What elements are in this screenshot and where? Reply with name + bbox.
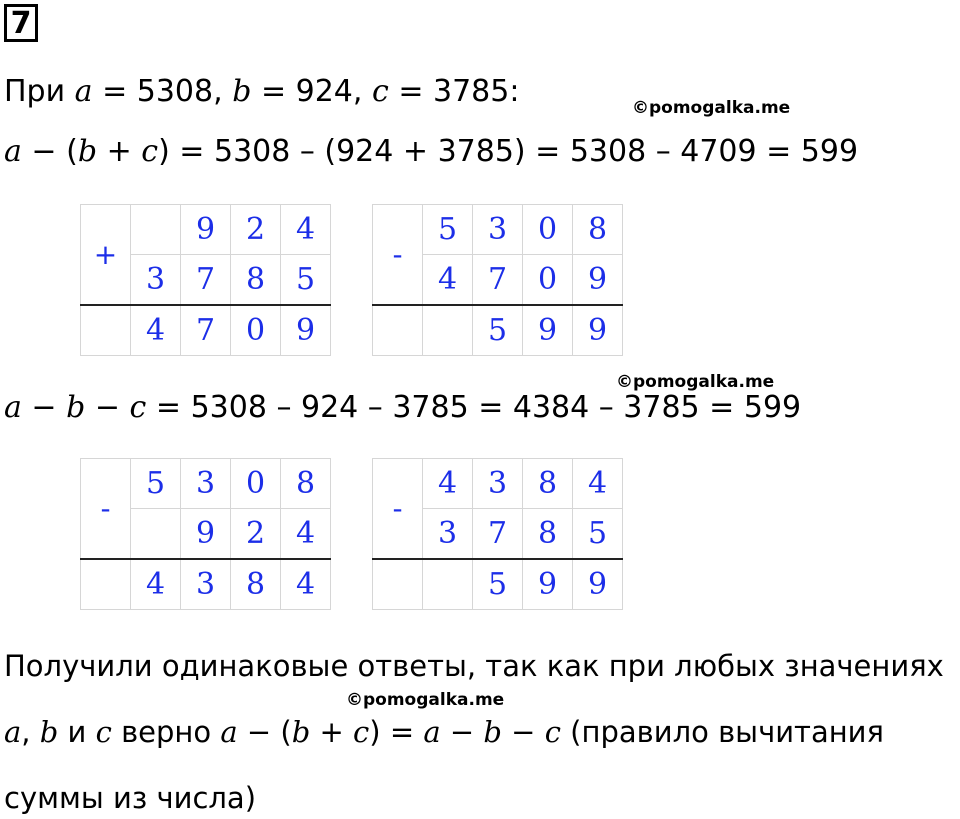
digit-cell: 2 <box>231 509 281 560</box>
var-b: b <box>483 715 502 749</box>
text: (правило вычитания <box>560 715 884 749</box>
table-row <box>373 205 623 255</box>
var-b: b <box>66 390 86 425</box>
var-b: b <box>39 715 59 749</box>
digit-cell: 9 <box>281 305 331 356</box>
digit-cell: 4 <box>573 459 623 509</box>
var-a: a <box>74 74 93 109</box>
op: ) = <box>369 715 424 749</box>
digit-cell: 5 <box>281 255 331 306</box>
b-value: = 924, <box>251 74 363 109</box>
digit-cell: 7 <box>473 509 523 560</box>
digit-cell: 9 <box>573 255 623 306</box>
table-row <box>81 205 331 255</box>
digit-cell: 8 <box>573 205 623 255</box>
var-a: a <box>4 390 22 425</box>
digit-cell: 7 <box>473 255 523 306</box>
var-a: a <box>4 715 22 749</box>
var-a: a <box>4 134 22 169</box>
result-row <box>373 305 623 356</box>
digit-cell <box>81 559 131 610</box>
digit-cell <box>81 305 131 356</box>
op: + <box>97 134 142 169</box>
conclusion-line-1: Получили одинаковые ответы, так как при любых значениях <box>4 649 944 683</box>
digit-cell: 0 <box>231 459 281 509</box>
watermark: ©pomogalka.me <box>616 372 775 392</box>
digit-cell: 9 <box>181 205 231 255</box>
digit-cell: 0 <box>231 305 281 356</box>
digit-cell: 3 <box>423 509 473 560</box>
intro-prefix: При <box>4 74 66 109</box>
expression-2-result: = 5308 – 924 – 3785 = 4384 – 3785 = 599 <box>146 390 802 425</box>
digit-cell: 8 <box>231 559 281 610</box>
column-addition-924-3785 <box>80 204 331 356</box>
digit-cell: 5 <box>131 459 181 509</box>
op: − <box>440 715 484 749</box>
column-subtraction-4384-3785 <box>372 458 623 610</box>
var-b: b <box>232 74 252 109</box>
conclusion-line-2 <box>4 712 884 752</box>
var-c: c <box>544 715 561 749</box>
var-c: c <box>141 134 159 169</box>
var-c: c <box>129 390 147 425</box>
digit-cell: 7 <box>181 305 231 356</box>
digit-cell: 9 <box>523 559 573 610</box>
digit-cell: 0 <box>523 205 573 255</box>
digit-cell <box>373 305 423 356</box>
digit-cell: 0 <box>523 255 573 306</box>
op: + <box>310 715 354 749</box>
op: − ( <box>21 134 78 169</box>
watermark: ©pomogalka.me <box>346 690 505 710</box>
operation-sign: - <box>373 205 423 306</box>
result-row <box>373 559 623 610</box>
digit-cell: 8 <box>281 459 331 509</box>
operation-sign: - <box>81 459 131 560</box>
result-row <box>81 559 331 610</box>
column-subtraction-5308-4709 <box>372 204 623 356</box>
digit-cell: 9 <box>181 509 231 560</box>
digit-cell: 4 <box>281 205 331 255</box>
op: − <box>501 715 545 749</box>
digit-cell <box>373 559 423 610</box>
var-a: a <box>220 715 238 749</box>
digit-cell: 5 <box>573 509 623 560</box>
digit-cell <box>131 509 181 560</box>
column-subtraction-5308-924 <box>80 458 331 610</box>
var-c: c <box>95 715 112 749</box>
expression-2 <box>4 388 801 428</box>
expression-1-result: ) = 5308 – (924 + 3785) = 5308 – 4709 = 599 <box>158 134 859 169</box>
digit-cell: 8 <box>231 255 281 306</box>
intro-line <box>4 72 519 112</box>
digit-cell: 3 <box>473 459 523 509</box>
result-row <box>81 305 331 356</box>
digit-cell: 3 <box>181 459 231 509</box>
digit-cell: 7 <box>181 255 231 306</box>
watermark: ©pomogalka.me <box>632 98 791 118</box>
text: верно <box>111 715 221 749</box>
operation-sign: - <box>373 459 423 560</box>
table-row <box>81 459 331 509</box>
task-number: 7 <box>4 4 38 42</box>
digit-cell: 4 <box>131 305 181 356</box>
op: − ( <box>237 715 292 749</box>
text: , <box>21 715 40 749</box>
digit-cell: 3 <box>131 255 181 306</box>
digit-cell: 8 <box>523 509 573 560</box>
digit-cell: 4 <box>281 559 331 610</box>
digit-cell <box>131 205 181 255</box>
op: − <box>85 390 130 425</box>
digit-cell: 9 <box>523 305 573 356</box>
digit-cell: 4 <box>131 559 181 610</box>
digit-cell: 4 <box>281 509 331 560</box>
a-value: = 5308, <box>92 74 223 109</box>
digit-cell: 9 <box>573 559 623 610</box>
conclusion-line-3: суммы из числа) <box>4 781 257 815</box>
expression-1 <box>4 132 858 172</box>
c-value: = 3785: <box>388 74 520 109</box>
digit-cell: 4 <box>423 459 473 509</box>
var-b: b <box>291 715 311 749</box>
digit-cell: 5 <box>473 559 523 610</box>
digit-cell: 3 <box>473 205 523 255</box>
digit-cell <box>423 559 473 610</box>
digit-cell: 8 <box>523 459 573 509</box>
var-a: a <box>423 715 441 749</box>
var-c: c <box>371 74 389 109</box>
op: − <box>21 390 67 425</box>
digit-cell <box>423 305 473 356</box>
text: и <box>58 715 96 749</box>
var-b: b <box>77 134 98 169</box>
table-row <box>373 459 623 509</box>
digit-cell: 5 <box>473 305 523 356</box>
digit-cell: 3 <box>181 559 231 610</box>
digit-cell: 5 <box>423 205 473 255</box>
operation-sign: + <box>81 205 131 306</box>
var-c: c <box>353 715 370 749</box>
digit-cell: 4 <box>423 255 473 306</box>
digit-cell: 9 <box>573 305 623 356</box>
digit-cell: 2 <box>231 205 281 255</box>
